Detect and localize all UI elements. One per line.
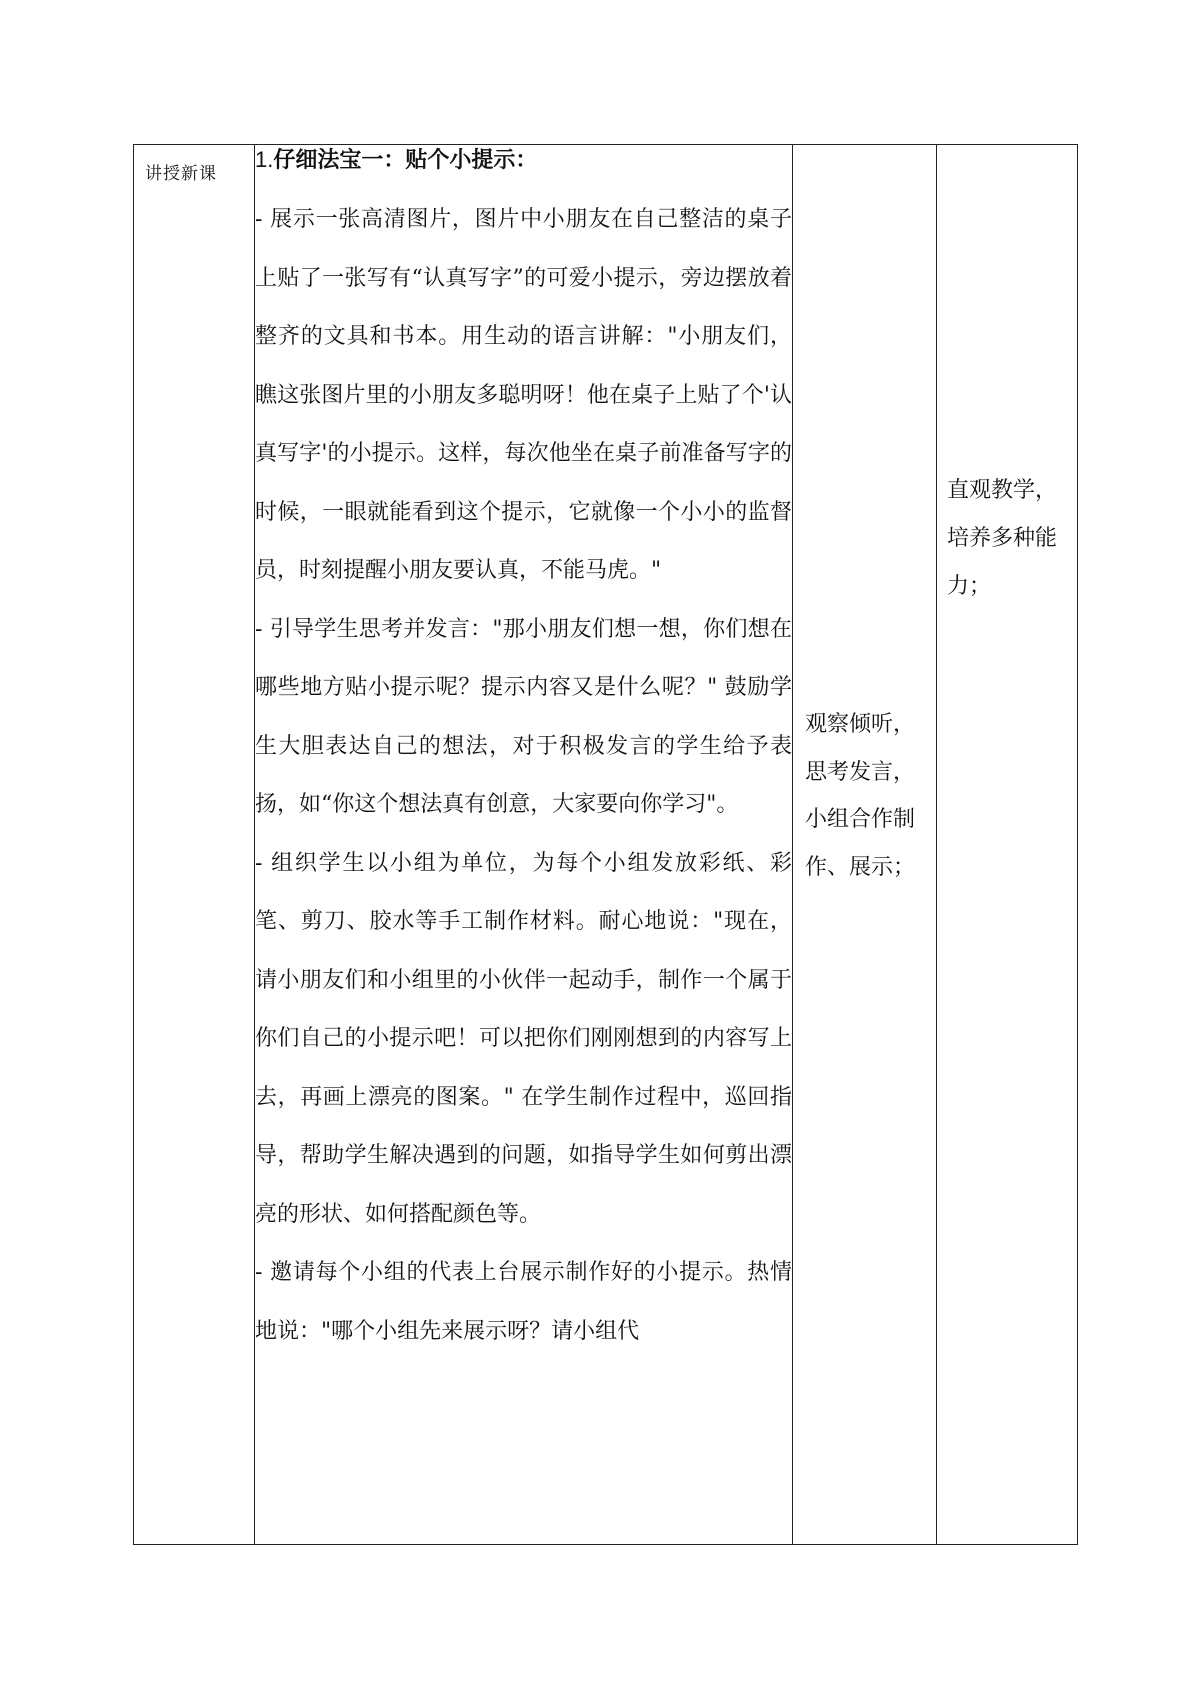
teaching-content-cell [255, 145, 793, 1545]
content-paragraph-3: - 组织学生以小组为单位，为每个小组发放彩纸、彩笔、剪刀、胶水等手工制作材料。耐心地说："现在，请小朋友们和小组里的小伙伴一起动手，制作一个属于你们自己的小提示吧！可以把你们刚刚想到的内容写上去，再画上漂亮的图案。" 在学生制作过程中，巡回指导，帮助学生解决遇到的问题，如指导学生如何剪出漂亮的形状、如何搭配颜色等。 [255, 850, 792, 1227]
design-intent-text: 直观教学，培养多种能力； [947, 478, 1058, 599]
section-number: 1. [255, 147, 274, 172]
content-paragraph-4: - 邀请每个小组的代表上台展示制作好的小提示。热情地说："哪个小组先来展示呀？请小组代 [255, 1260, 792, 1344]
student-activity-text: 观察倾听，思考发言，小组合作制作、展示； [805, 712, 916, 880]
section-title [255, 145, 792, 175]
content-paragraph-1: - 展示一张高清图片，图片中小朋友在自己整洁的桌子上贴了一张写有“认真写字”的可爱小提示，旁边摆放着整齐的文具和书本。用生动的语言讲解："小朋友们，瞧这张图片里的小朋友多聪明呀！他在桌子上贴了个'认真写字'的小提示。这样，每次他坐在桌子前准备写字的时候，一眼就能看到这个提示，它就像一个小小的监督员，时刻提醒小朋友要认真，不能马虎。" [255, 207, 792, 583]
stage-label: 讲授新课 [145, 164, 217, 184]
stage-cell [134, 145, 255, 1545]
table-row [134, 145, 1078, 1545]
content-paragraph-2: - 引导学生思考并发言："那小朋友们想一想，你们想在哪些地方贴小提示呢？提示内容又是什么呢？" 鼓励学生大胆表达自己的想法，对于积极发言的学生给予表扬，如“你这个想法真有创意，大家要向你学习"。 [255, 616, 792, 817]
design-intent-cell [937, 145, 1078, 1545]
section-title-text: 仔细法宝一：贴个小提示： [273, 147, 538, 173]
lesson-plan-table [133, 144, 1078, 1545]
student-activity-cell [793, 145, 937, 1545]
